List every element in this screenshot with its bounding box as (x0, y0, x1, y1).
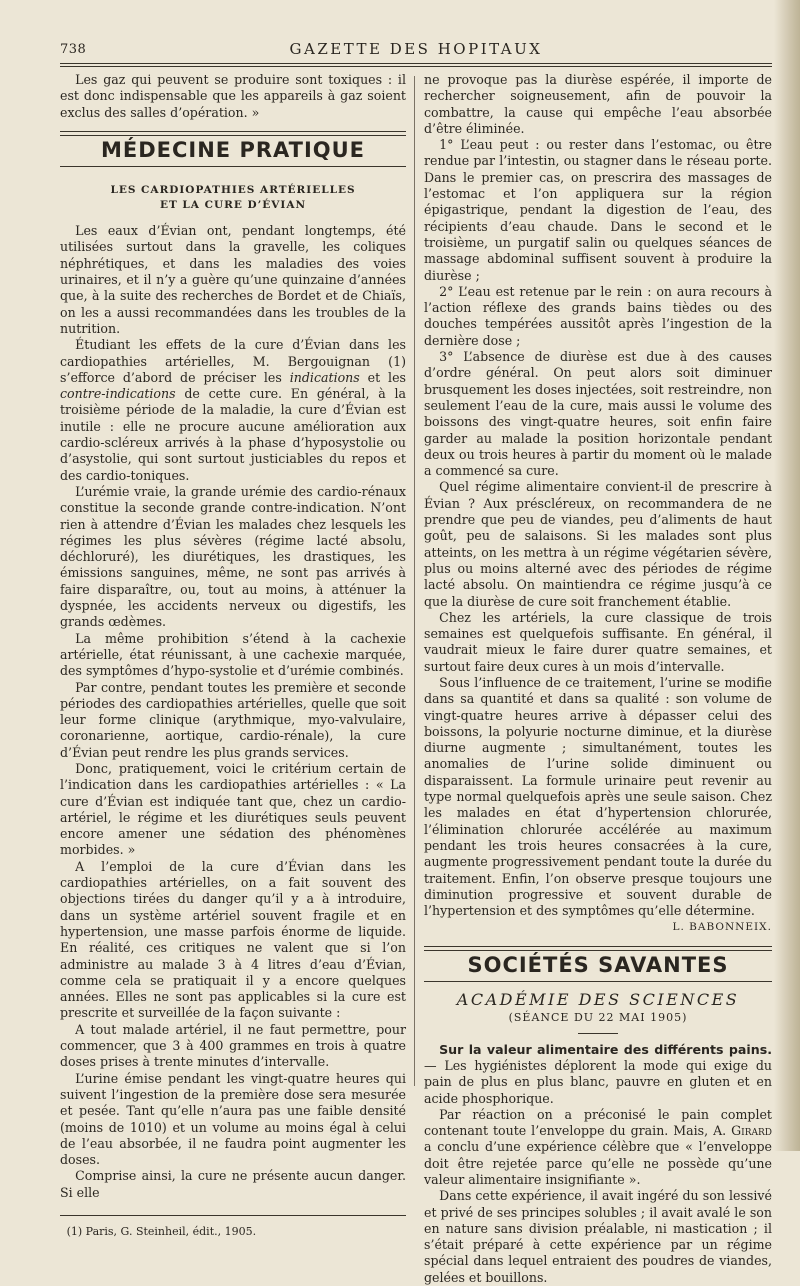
intro-paragraph: Les gaz qui peuvent se produire sont toxiques : il est donc indispensable que les appareils à gaz soient exclus des salles d’opération. » (60, 72, 406, 120)
section-title-medecine: MÉDECINE PRATIQUE (100, 137, 366, 162)
text-run: — Les hygiénistes déplorent la mode qui exige du pain de plus en plus blanc, pauvre en gluten et en acide phosphorique. (424, 1057, 772, 1106)
paragraph: Les eaux d’Évian ont, pendant longtemps, été utilisées surtout dans la gravelle, les coliques néphrétiques, et dans les maladies des voies urinaires, et il n’y a guère qu’une quinzaine d’années que, à la suite des recherches de Bordet et de Chiaïs, on les a aussi recommandées dans les troubles de la nutrition. (60, 223, 406, 336)
paragraph: Quel régime alimentaire convient-il de prescrire à Évian ? Aux préscléreux, on recommandera de ne prendre que peu de viandes, peu d’aliments de haut goût, peu de salaisons. Si les malades sont plus atteints, on les mettra à un régime végétarien sévère, plus ou moins alterné avec des périodes de régime lacté absolu. On maintiendra ce régime jusqu’à ce que la diurèse de cure soit franchement établie. (424, 479, 772, 609)
paragraph: 1° L’eau peut : ou rester dans l’estomac, ou être rendue par l’intestin, ou stagner dans le réseau porte. Dans le premier cas, on prescrira des massages de l’estomac et l’on appliquera sur la région épigastrique, pendant la digestion de l’eau, des récipients d’eau chaude. Dans le second et le troisième, un purgatif salin ou quelques séances de massage abdominal suffisent souvent à produire la diurèse ; (424, 137, 772, 283)
section-rule-bottom (424, 981, 772, 982)
paragraph: Comprise ainsi, la cure ne présente aucun danger. Si elle (60, 1168, 406, 1200)
section-rule-top (60, 131, 406, 136)
article-title-line1: LES CARDIOPATHIES ARTÉRIELLES (110, 184, 356, 197)
paragraph (424, 1107, 772, 1188)
text-run: Par réaction on a préconisé le pain complet contenant toute l’enveloppe du grain. Mais, A. (424, 1106, 772, 1139)
section-rule-top (424, 946, 772, 951)
paragraph: ne provoque pas la diurèse espérée, il importe de rechercher soigneusement, afin de pouvoir la combattre, la cause qui empêche l’eau absorbée d’être éliminée. (424, 72, 772, 136)
paragraph: A l’emploi de la cure d’Évian dans les cardiopathies artérielles, on a fait souvent des objections tirées du danger qu’il y a à introduire, dans un système artériel souvent fragile et en hypertension, une masse parfois énorme de liquide. En réalité, ces critiques ne valent que si l’on administre au malade 3 à 4 litres d’eau d’Évian, comme cela se pratiquait il y a encore quelques années. Elles ne sont pas applicables si la cure est prescrite et surveillée de la façon suivante : (60, 858, 406, 1021)
paragraph: Chez les artériels, la cure classique de trois semaines est quelquefois suffisante. En général, il vaudrait mieux le faire durer quatre semaines, et surtout faire deux cures à un mois d’intervalle. (424, 609, 772, 674)
emphasis: contre-indications (60, 386, 176, 402)
section-title-societes: SOCIÉTÉS SAVANTES (467, 952, 729, 977)
paragraph: Par contre, pendant toutes les première et seconde périodes des cardiopathies artérielles, quelle que soit leur forme clinique (arythmique, myo-valvulaire, coronarienne, aortique, cardio-rénale), la cure d’Évian peut rendre les plus grands services. (60, 679, 406, 760)
seance-date: (SÉANCE DU 22 MAI 1905) (508, 1011, 688, 1025)
text-run: et les (359, 369, 406, 385)
text-run: de cette cure. En général, à la troisième période de la maladie, la cure d’Évian est inutile : elle ne procure aucune amélioration aux cardio-scléreux arrivés à la phase d’hyposystolie ou d’asystolie, qui sont surtout justiciables du repos et des cardio-toniques. (60, 386, 406, 483)
header-rule-bottom (60, 66, 772, 67)
text-run: Étudiant les effets de la cure d’Évian dans les cardiopathies artérielles, M. Bergouignan (1) s’efforce d’abord de préciser les (60, 337, 406, 385)
paragraph: 3° L’absence de diurèse est due à des causes d’ordre général. On peut alors soit diminuer brusquement les doses injectées, soit restreindre, non seulement l’eau de la cure, mais aussi le volume des boissons des vingt-quatre heures, soit enfin faire garder au malade la position horizontale pendant deux ou trois heures à partir du moment où le malade a commencé sa cure. (424, 349, 772, 479)
paragraph: La même prohibition s’étend à la cachexie artérielle, état réunissant, à une cachexie marquée, des symptômes d’hypo-systolie et d’urémie combinés. (60, 630, 406, 679)
paragraph (424, 1042, 772, 1107)
emphasis: indications (289, 369, 360, 385)
paragraph: Donc, pratiquement, voici le critérium certain de l’indication dans les cardiopathies artérielles : « La cure d’Évian est indiquée tant que, chez un cardio-artériel, le régime et les diurétiques seuls peuvent encore amener une sédation des phénomènes morbides. » (60, 760, 406, 858)
header-rule-top (60, 63, 772, 64)
page-edge-shadow (774, 0, 800, 1151)
column-separator (414, 76, 415, 1086)
footnote-rule (60, 1215, 406, 1216)
academy-heading: ACADÉMIE DES SCIENCES (456, 990, 740, 1010)
paragraph: A tout malade artériel, il ne faut permettre, pour commencer, que 3 à 400 grammes en trois à quatre doses prises à trente minutes d’intervalle. (60, 1021, 406, 1070)
right-column (424, 72, 772, 1286)
paragraph (60, 337, 406, 484)
article-title (60, 183, 406, 213)
running-title: GAZETTE DES HOPITAUX (289, 40, 543, 58)
author-name: Girard (731, 1123, 772, 1139)
short-rule (578, 1033, 618, 1034)
section-rule-bottom (60, 166, 406, 167)
page-header (60, 38, 772, 60)
paragraph: 2° L’eau est retenue par le rein : on aura recours à l’action réflexe des grands bains tièdes ou des douches tempérées aussitôt après l’ingestion de la dernière dose ; (424, 283, 772, 348)
paragraph: Dans cette expérience, il avait ingéré du son lessivé et privé de ses principes solubles ; il avait avalé le son en nature sans division préalable, ni mastication ; il s’était préparé à cette expérience par un régime spécial dans lequel entraient des poudres de viandes, gelées et bouillons. (424, 1188, 772, 1285)
footnote: (1) Paris, G. Steinheil, édit., 1905. (66, 1225, 257, 1238)
paragraph: Sous l’influence de ce traitement, l’urine se modifie dans sa quantité et dans sa qualité : son volume de vingt-quatre heures arrive à dépasser celui des boissons, la polyurie nocturne diminue, et la diurèse diurne augmente ; simultanément, toutes les anomalies de l’urine solide diminuent ou disparaissent. La formule urinaire peut revenir au type normal quelquefois après une seule saison. Chez les malades en état d’hypertension chlorurée, l’élimination chlorurée accélérée au maximum pendant les trois heures consacrées à la cure, augmente progressivement pendant toute la durée du traitement. Enfin, l’on observe presque toujours une diminution progressive et souvent durable de l’hypertension et des symptômes qu’elle détermine. (424, 674, 772, 919)
article-title-line2: ET LA CURE D’ÉVIAN (159, 199, 307, 212)
paragraph: L’urine émise pendant les vingt-quatre heures qui suivent l’ingestion de la première dose sera mesurée et pesée. Tant qu’elle n’aura pas une faible densité (moins de 1010) et un volume au moins égal à celui de l’eau absorbée, il ne faudra point augmenter les doses. (60, 1070, 406, 1168)
left-column (60, 72, 406, 1240)
page-number: 738 (60, 42, 87, 57)
lead-title: Sur la valeur alimentaire des différents pains. (439, 1041, 772, 1057)
article-signature: L. BABONNEIX. (672, 921, 772, 934)
text-run: a conclu d’une expérience célèbre que « l’enveloppe doit être rejetée parce qu’elle ne possède qu’une valeur alimentaire insignifiante ». (424, 1139, 772, 1187)
paragraph: L’urémie vraie, la grande urémie des cardio-rénaux constitue la seconde grande contre-indication. N’ont rien à attendre d’Évian les malades chez lesquels les régimes les plus sévères (régime lacté absolu, déchloruré), les diurétiques, les drastiques, les émissions sanguines, même, ne sont pas arrivés à faire disparaître, ou, tout au moins, à atténuer la dyspnée, les accidents nerveux ou digestifs, les grands œdèmes. (60, 483, 406, 630)
